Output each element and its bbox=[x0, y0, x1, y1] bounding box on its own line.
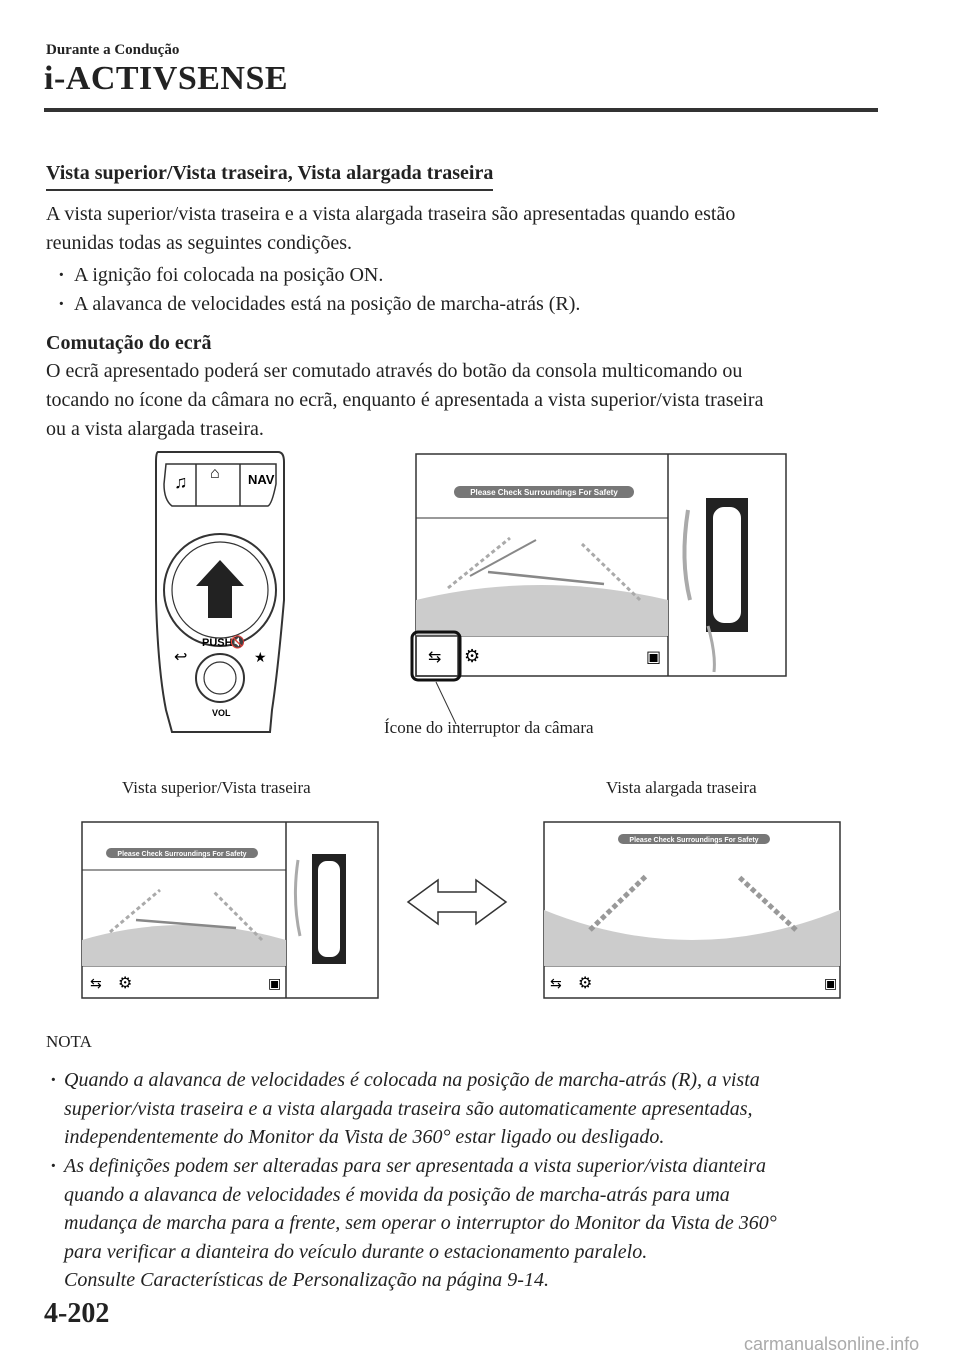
settings-gear-icon: ⚙ bbox=[118, 975, 133, 992]
section-header: Durante a Condução bbox=[46, 42, 180, 58]
intro-line: reunidas todas as seguintes condições. bbox=[46, 232, 353, 254]
bullet-item: · A alavanca de velocidades está na posição de marcha-atrás (R). bbox=[58, 293, 581, 315]
subsection-paragraph bbox=[46, 357, 886, 444]
car-icon bbox=[317, 860, 341, 958]
car-icon bbox=[712, 506, 742, 624]
note-item: · As definições podem ser alteradas para ser apresentada a vista superior/vista dianteira quando a alavanca de velocidades é movida da posição de marcha-atrás para uma mudança de marcha para a frente, sem operar o interruptor do Monitor da Vista de 360° para verificar a dianteira do veículo durante o estacionamento paralelo. Consulte Características de Personalização na página 9-14. bbox=[50, 1155, 777, 1291]
section-title: Vista superior/Vista traseira, Vista alargada traseira bbox=[46, 162, 493, 191]
safety-banner: Please Check Surroundings For Safety bbox=[470, 488, 618, 497]
safety-banner: Please Check Surroundings For Safety bbox=[117, 851, 247, 858]
camera-icon-caption: Ícone do interruptor da câmara bbox=[384, 718, 594, 737]
subsection-line: O ecrã apresentado poderá ser comutado através do botão da consola multicomando ou bbox=[46, 360, 743, 382]
chapter-title: i-ACTIVSENSE bbox=[44, 60, 289, 97]
header-divider bbox=[44, 108, 878, 112]
camera-switch-icon: ⇆ bbox=[550, 975, 562, 991]
parking-sensor-icon: ▣ bbox=[268, 975, 282, 991]
intro-line: A vista superior/vista traseira e a vista alargada traseira são apresentadas quando estão bbox=[46, 203, 736, 225]
note-item: · Quando a alavanca de velocidades é colocada na posição de marcha-atrás (R), a vista superior/vista traseira e a vista alargada traseira são automaticamente apresentadas, independentemente do Monitor da Vista de 360° estar ligado ou desligado. bbox=[50, 1069, 760, 1148]
music-icon: ♫ bbox=[174, 472, 188, 492]
caption-top-rear-view: Vista superior/Vista traseira bbox=[122, 778, 311, 797]
page-number: 4-202 bbox=[44, 1298, 110, 1329]
nav-label: NAV bbox=[248, 472, 275, 487]
subsection-title: Comutação do ecrã bbox=[46, 332, 212, 354]
footer-watermark-url: carmanualsonline.info bbox=[744, 1334, 920, 1354]
subsection-line: tocando no ícone da câmara no ecrã, enquanto é apresentada a vista superior/vista traseira bbox=[46, 389, 764, 411]
switch-double-arrow-icon bbox=[408, 880, 506, 924]
camera-switch-icon: ⇆ bbox=[428, 649, 442, 666]
push-label: PUSH bbox=[202, 637, 233, 649]
subsection-line: ou a vista alargada traseira. bbox=[46, 418, 264, 440]
parking-sensor-icon: ▣ bbox=[646, 649, 662, 666]
bullet-item: · A ignição foi colocada na posição ON. bbox=[58, 264, 384, 286]
screen-wide-rear-view bbox=[544, 822, 840, 998]
screen-top-rear-view bbox=[82, 822, 378, 998]
vol-label: VOL bbox=[212, 708, 231, 718]
parking-sensor-icon: ▣ bbox=[824, 975, 838, 991]
camera-switch-icon: ⇆ bbox=[90, 975, 102, 991]
settings-gear-icon: ⚙ bbox=[464, 646, 481, 666]
back-icon: ↩ bbox=[174, 649, 188, 666]
safety-banner: Please Check Surroundings For Safety bbox=[629, 837, 759, 844]
mute-icon: 🔇 bbox=[230, 635, 245, 649]
screen-top bbox=[412, 454, 786, 724]
favorite-icon: ★ bbox=[254, 649, 267, 665]
multicommand-controller bbox=[156, 452, 284, 732]
intro-paragraph bbox=[46, 200, 886, 258]
note-title: NOTA bbox=[46, 1032, 92, 1051]
settings-gear-icon: ⚙ bbox=[578, 975, 593, 992]
home-icon: ⌂ bbox=[210, 465, 220, 482]
caption-wide-rear-view: Vista alargada traseira bbox=[606, 778, 757, 797]
